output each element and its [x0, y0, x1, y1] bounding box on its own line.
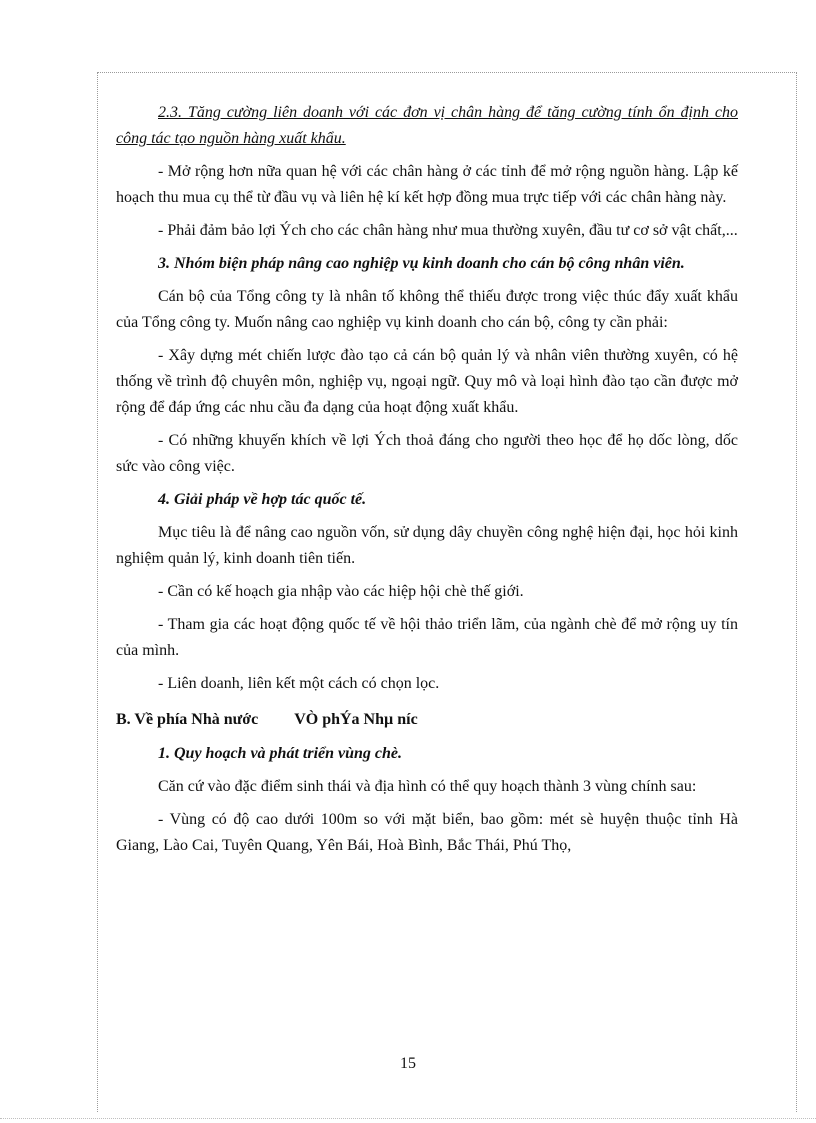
page-number: 15 [400, 1055, 416, 1072]
paragraph: Cán bộ của Tổng công ty là nhân tố không thể thiếu được trong việc thúc đẩy xuất khẩu của Tổng công ty. Muốn nâng cao nghiệp vụ kinh doanh cho cán bộ, công ty cần phải: [116, 288, 738, 331]
paragraph: - Vùng có độ cao dưới 100m so với mặt biển, bao gồm: mét sè huyện thuộc tỉnh Hà Giang, Lào Cai, Tuyên Quang, Yên Bái, Hoà Bình, Bắc Thái, Phú Thọ, [116, 811, 738, 854]
paragraph: - Phải đảm bảo lợi Ých cho các chân hàng như mua thường xuyên, đầu tư cơ sở vật chất,... [158, 222, 738, 239]
heading-b-right: VÒ phÝa Nhµ níc [294, 711, 418, 728]
paragraph: Căn cứ vào đặc điểm sinh thái và địa hình có thể quy hoạch thành 3 vùng chính sau: [158, 778, 697, 795]
page-frame-right [796, 72, 797, 1112]
paragraph: Mục tiêu là để nâng cao nguồn vốn, sử dụng dây chuyền công nghệ hiện đại, học hỏi kinh nghiệm quản lý, kinh doanh tiên tiến. [116, 524, 738, 567]
page-frame-bottom [0, 1118, 816, 1119]
paragraph: - Cần có kế hoạch gia nhập vào các hiệp hội chè thế giới. [158, 583, 524, 600]
paragraph: - Có những khuyến khích về lợi Ých thoả đáng cho người theo học để họ dốc lòng, dốc sức vào công việc. [116, 432, 738, 475]
page-frame-left [97, 72, 98, 1112]
section-heading-4: 4. Giải pháp về hợp tác quốc tế. [158, 491, 367, 508]
page-frame-top [97, 72, 797, 73]
heading-b-left: B. Về phía Nhà nước [116, 711, 259, 728]
paragraph: - Liên doanh, liên kết một cách có chọn lọc. [158, 675, 440, 692]
paragraph: - Xây dựng mét chiến lược đào tạo cả cán bộ quản lý và nhân viên thường xuyên, có hệ thống về trình độ chuyên môn, nghiệp vụ, ngoại ngữ. Quy mô và loại hình đào tạo cần được mở rộng để đáp ứng các nhu cầu đa dạng của hoạt động xuất khẩu. [116, 347, 738, 416]
section-heading-3: 3. Nhóm biện pháp nâng cao nghiệp vụ kinh doanh cho cán bộ công nhân viên. [158, 255, 685, 272]
section-heading-b [116, 707, 738, 733]
paragraph: - Tham gia các hoạt động quốc tế về hội thảo triển lãm, của ngành chè để mở rộng uy tín của mình. [116, 616, 738, 659]
section-heading-2-3: 2.3. Tăng cường liên doanh với các đơn vị chân hàng để tăng cường tính ổn định cho công tác tạo nguồn hàng xuất khẩu. [116, 104, 738, 147]
section-heading-b-1: 1. Quy hoạch và phát triển vùng chè. [158, 745, 403, 762]
document-body [116, 100, 738, 866]
paragraph: - Mở rộng hơn nữa quan hệ với các chân hàng ở các tỉnh để mở rộng nguồn hàng. Lập kế hoạch thu mua cụ thể từ đầu vụ và liên hệ kí kết hợp đồng mua trực tiếp với các chân hàng này. [116, 163, 738, 206]
